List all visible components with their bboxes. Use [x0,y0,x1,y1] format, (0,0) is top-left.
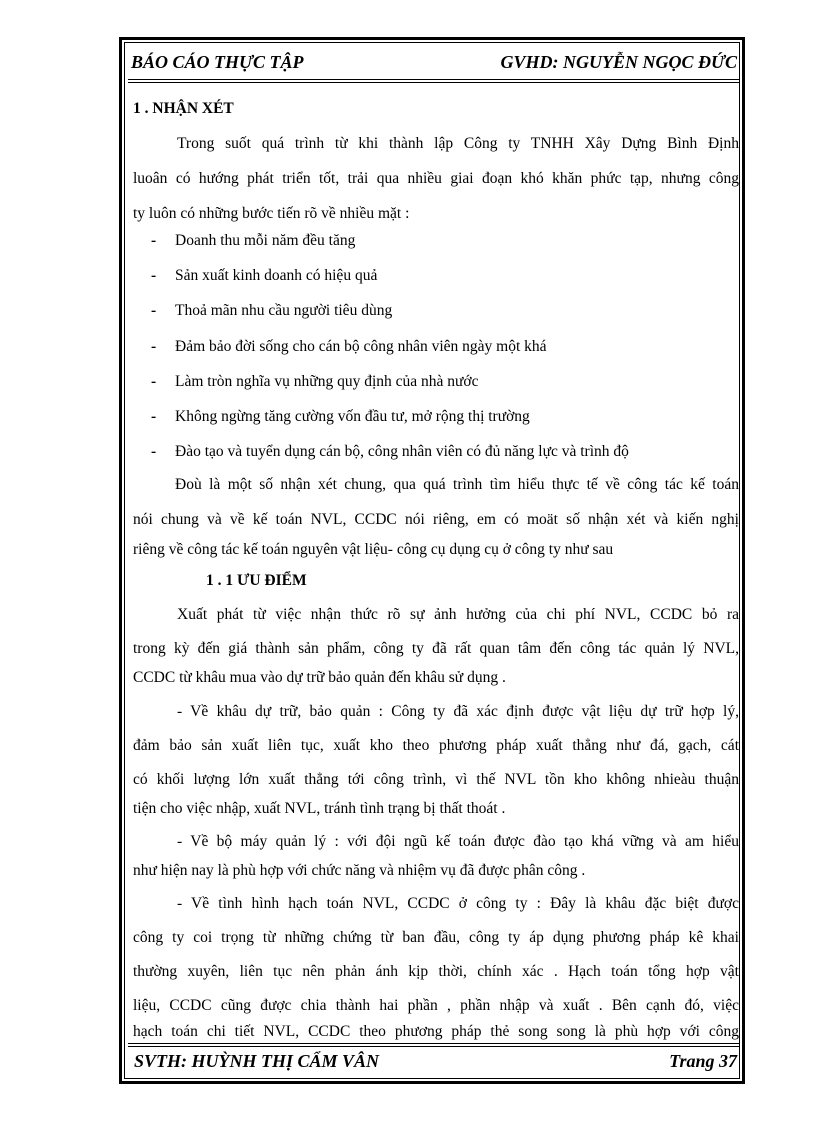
bullet-marker: - [151,443,157,460]
paragraph-line: tiện cho việc nhập, xuất NVL, tránh tình trạng bị thất thoát . [133,800,506,817]
footer-rule-2 [128,1046,740,1047]
footer-rule [128,1043,740,1044]
intro-line: luoân có hướng phát triển tốt, trải qua nhiều giai đoạn khó khăn phức tạp, nhưng công [133,170,739,187]
bullet-marker: - [151,338,157,355]
bullet-marker: - [151,232,157,249]
page-number: Trang 37 [669,1051,737,1071]
bullet-marker: - [151,302,157,319]
bullet-item [133,371,739,393]
paragraph-line: đảm bảo sản xuất liên tục, xuất kho theo phương pháp xuất thẳng như đá, gạch, cát [133,737,739,754]
paragraph-line: trong kỳ đến giá thành sản phẩm, công ty đã rất quan tâm đến công tác quản lý NVL, [133,640,739,657]
paragraph-line: liệu, CCDC cũng được chia thành hai phần , phần nhập và xuất . Bên cạnh đó, việc [133,997,739,1014]
bullet-marker: - [151,408,157,425]
bullet-text: Thoả mãn nhu cầu người tiêu dùng [175,302,393,319]
header-advisor: GVHD: NGUYỄN NGỌC ĐỨC [500,52,737,72]
intro-line: Trong suốt quá trình từ khi thành lập Công ty TNHH Xây Dựng Bình Định [177,135,739,152]
bullet-text: Đào tạo và tuyển dụng cán bộ, công nhân viên có đủ năng lực và trình độ [175,443,629,460]
paragraph-line: có khối lượng lớn xuất thẳng tới công trình, vì thế NVL tồn kho không nhieàu thuận [133,771,739,788]
header-report-title: BÁO CÁO THỰC TẬP [131,52,304,72]
footer-student: SVTH: HUỲNH THỊ CẨM VÂN [134,1051,380,1071]
summary-line: nói chung và về kế toán NVL, CCDC nói riêng, em có moät số nhận xét và kiến nghị [133,511,739,528]
paragraph-line: hạch toán chi tiết NVL, CCDC theo phương pháp thẻ song song là phù hợp với công [133,1023,739,1040]
page-footer [131,1051,739,1077]
paragraph-line: công ty coi trọng từ những chứng từ ban đầu, công ty áp dụng phương pháp kê khai [133,929,739,946]
summary-line: riêng về công tác kế toán nguyên vật liệu- công cụ dụng cụ ở công ty như sau [133,541,614,558]
paragraph-line: Xuất phát từ việc nhận thức rõ sự ảnh hưởng của chi phí NVL, CCDC bỏ ra [177,606,739,623]
bullet-item [133,230,739,252]
bullet-text: Sản xuất kinh doanh có hiệu quả [175,267,378,284]
bullet-text: Doanh thu mỗi năm đều tăng [175,232,356,249]
bullet-text: Đảm bảo đời sống cho cán bộ công nhân viên ngày một khá [175,338,547,355]
bullet-marker: - [151,373,157,390]
header-rule-2 [128,82,740,83]
page-header [131,52,739,80]
section-heading: 1 . NHẬN XÉT [133,100,234,117]
bullet-text: Không ngừng tăng cường vốn đầu tư, mở rộng thị trường [175,408,530,425]
bullet-marker: - [151,267,157,284]
bullet-item [133,300,739,322]
summary-line: Đoù là một số nhận xét chung, qua quá trình tìm hiểu thực tế về công tác kế toán [175,476,739,493]
bullet-text: Làm tròn nghĩa vụ những quy định của nhà nước [175,373,479,390]
paragraph-line: - Về bộ máy quản lý : với đội ngũ kế toán được đào tạo khá vững và am hiểu [177,833,739,850]
bullet-item [133,441,739,463]
paragraph-line: - Về khâu dự trữ, bảo quản : Công ty đã xác định được vật liệu dự trữ hợp lý, [177,703,739,720]
subsection-heading: 1 . 1 ƯU ĐIỂM [206,572,307,589]
intro-line: ty luôn có những bước tiến rõ về nhiều mặt : [133,205,410,222]
paragraph-line: như hiện nay là phù hợp với chức năng và nhiệm vụ đã được phân công . [133,862,586,879]
bullet-item [133,265,739,287]
header-rule [128,79,740,80]
bullet-item [133,406,739,428]
paragraph-line: thường xuyên, liên tục nên phản ánh kịp thời, chính xác . Hạch toán tổng hợp vật [133,963,739,980]
paragraph-line: - Về tình hình hạch toán NVL, CCDC ở công ty : Đây là khâu đặc biệt được [177,895,739,912]
bullet-item [133,336,739,358]
paragraph-line: CCDC từ khâu mua vào dự trữ bảo quản đến khâu sử dụng . [133,669,506,686]
